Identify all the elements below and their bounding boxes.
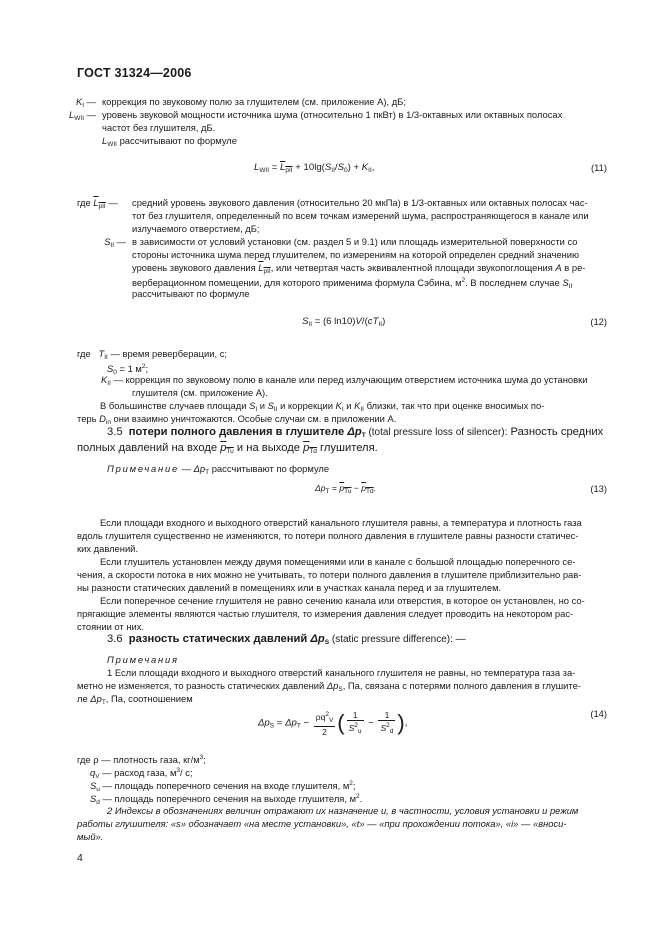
equation-number-12: (12)	[590, 316, 607, 327]
sii-line1: в зависимости от условий установки (см. раздел 5 и 9.1) или площадь измерительной поверхности со	[132, 236, 578, 247]
where-tii: где $T_{II}$ — время реверберации, с;	[77, 348, 227, 361]
fraction-inv-su: $\frac{1}{S^2_u}$	[348, 709, 362, 735]
note-1-line1: 1 Если площади входного и выходного отверстий канального глушителя не равны, но температура газа за-	[107, 667, 576, 678]
definition-ki: коррекция по звуковому полю за глушителем (см. приложение А), дБ;	[102, 96, 406, 107]
para-line-7: Если поперечное сечение глушителя не равно сечению канала или отверстия, в которое он установлен, но со-	[100, 595, 585, 606]
where-rho: где ρ — плотность газа, $кг/м^3$;	[77, 754, 206, 765]
equation-number-13: (13)	[590, 483, 607, 494]
para-line-6: ны разности статических давлений в помещениях или в участках канала перед и за глушителем.	[77, 582, 502, 593]
where-sd: $S_d$ — площадь поперечного сечения на выходе глушителя, $м^2$.	[90, 793, 363, 806]
where-s0: $S_0 = 1$ $м^2$;	[107, 363, 149, 376]
term-3-5-definition: полных давлений на входе $p_{Tu}$ и на выходе $p_{Td}$ глушителя.	[77, 442, 378, 455]
where-lpii-line3: излучаемого отверстием, дБ;	[132, 223, 260, 234]
formula-intro-lwii: $L_{WII}$ рассчитывают по формуле	[102, 135, 237, 148]
equation-11: $L_{WII} = L_{pII} + 10\lg(S_{II}/S_0) + K_{II}$,	[254, 162, 375, 174]
symbol-ki: $K_I$ —	[75, 96, 96, 109]
note-2-line2: работы глушителя: «s» обозначает «на месте установки», «t» — «при прохождении потока», «i» — «вноси-	[77, 818, 567, 829]
where-su: $S_u$ — площадь поперечного сечения на входе глушителя, $м^2$;	[90, 780, 356, 793]
notes-3-6-label: Примечания	[107, 654, 179, 665]
fraction-inv-sd: $\frac{1}{S^2_d}$	[380, 709, 394, 735]
sii-line3: уровень звукового давления $L_{pII}$, или четвертая часть эквивалентной площади звукопоглощения A в ре-	[132, 262, 586, 275]
where-lpii-line1: средний уровень звукового давления (относительно 20 мкПа) в 1/3-октавных или октавных полосах час-	[132, 197, 588, 208]
para-line-2: вдоль глушителя существенно не изменяются, то потери полного давления в глушителе равны разности статичес-	[77, 530, 579, 541]
page-number: 4	[77, 852, 83, 864]
para-line-4: Если глушитель установлен между двумя помещениями или в канале с большой площадью поперечного се-	[100, 556, 576, 567]
equation-13: $\Delta p_T = p_{Tu} - p_{Td}$.	[315, 483, 377, 495]
note-2-line1: 2 Индексы в обозначениях величин отражают их назначение и, в частности, условия установки и режим	[107, 805, 579, 816]
where-qv: $q_V$ — расход газа, $м^3/$ с;	[90, 767, 193, 780]
note-3-5: Примечание — $\Delta p_T$ рассчитывают по формуле	[107, 463, 330, 476]
note-1-line2: метно не изменяется, то разность статических давлений $\Delta p_S$, Па, связана с потерями полного давления в глушите-	[77, 680, 581, 693]
para-areas-line1: В большинстве случаев площади $S_I$ и $S_{II}$ и коррекции $K_I$ и $K_{II}$ близки, так что при оценке вносимых по-	[100, 400, 545, 413]
definition-lwii-cont: частот без глушителя, дБ.	[102, 122, 216, 133]
symbol-sii: $S_{II}$ —	[104, 236, 126, 249]
sii-line2: стороны источника шума перед глушителем, по измерениям на которой определен средний значению	[132, 249, 580, 260]
para-line-5: чения, а скорости потока в них можно не учитывать, то потери полного давления в глушителе приблизительно рав-	[77, 569, 582, 580]
equation-number-14: (14)	[590, 708, 607, 719]
where-lpii-label: где $L_{pII}$ —	[77, 197, 118, 210]
where-lpii-line2: тот без глушителя, определенный по всем точкам измерений шума, распространяющегося в канале или	[132, 210, 589, 221]
note-1-line3: ле $\Delta p_T$, Па, соотношением	[77, 693, 193, 706]
note-2-line3: мый».	[77, 831, 104, 842]
para-areas-line2: терь $D_{in}$ они взаимно уничтожаются. Особые случаи см. в приложении А.	[77, 413, 397, 426]
page-header-title: ГОСТ 31324—2006	[77, 66, 192, 80]
equation-12: $S_{II} = (6$ $\ln 10)V/(cT_{II})$	[302, 316, 386, 328]
sii-line5: рассчитывают по формуле	[132, 288, 250, 299]
where-kii: $K_{II}$ — коррекция по звуковому полю в канале или перед излучающим отверстием источника шума до установки	[101, 374, 588, 387]
para-line-8: прягающие элементы являются частью глушителя, то измерения давления следует проводить на некотором рас-	[77, 608, 574, 619]
where-kii-cont: глушителя (см. приложение А).	[132, 387, 268, 398]
symbol-lwii: $L_{WII}$ —	[69, 109, 96, 122]
para-line-3: ких давлений.	[77, 543, 139, 554]
term-3-5-title: 3.5 потери полного давления в глушителе $\Delta p_T$ (total pressure loss of silencer): Разность средних	[107, 426, 604, 439]
para-line-1: Если площади входного и выходного отверстий канального глушителя равны, а температура и плотность газа	[100, 517, 582, 528]
term-3-6-title: 3.6 разность статических давлений $\Delta p_S$ (static pressure difference): —	[107, 633, 466, 646]
sii-line4: верберационном помещении, для которого применима формула Сэбина, $м^2$. В последнем случае $S_{II}$	[132, 277, 573, 290]
equation-14: $\Delta p_S = \Delta p_T$ − $\frac{\rho q^2_V}{2}$ ( $\frac{1}{S^2_u}$ − $\frac{1}{S^2_d}$ ),	[258, 709, 408, 737]
definition-lwii: уровень звуковой мощности источника шума (относительно 1 пкВт) в 1/3-октавных или октавных полосах	[102, 109, 563, 120]
fraction-rho-q: $\frac{\rho q^2_V}{2}$	[315, 710, 334, 737]
para-line-9: стоянии от них.	[77, 621, 145, 632]
equation-number-11: (11)	[591, 162, 607, 173]
